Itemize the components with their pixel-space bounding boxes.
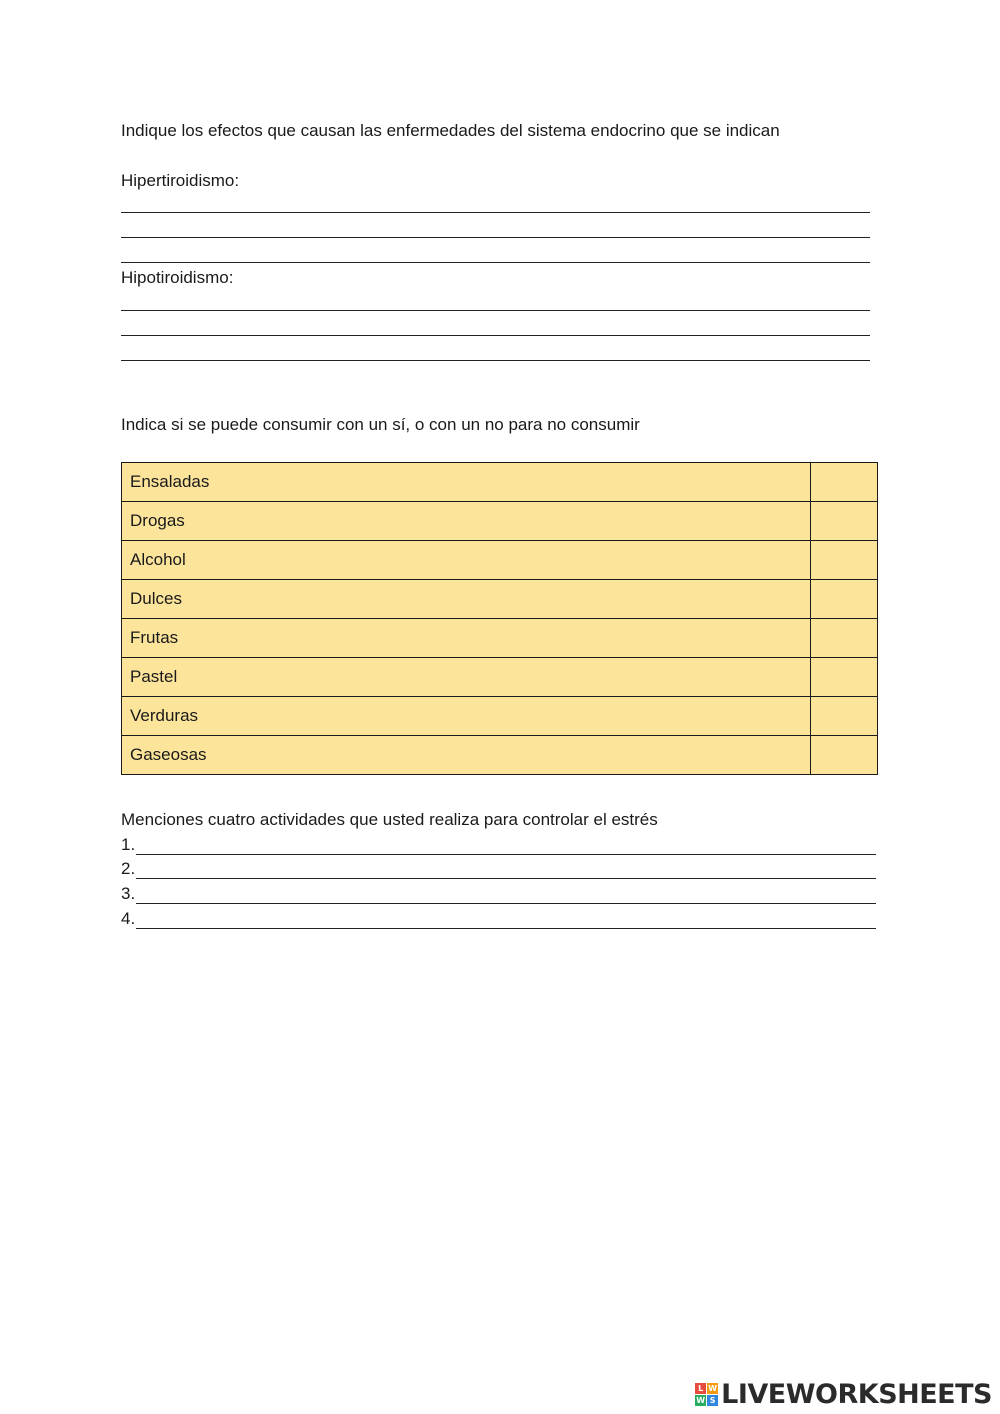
food-item-label: Ensaladas — [122, 463, 811, 502]
food-consumption-table — [121, 462, 878, 775]
activity-answer-blank[interactable] — [136, 912, 876, 929]
hipertiroidismo-label: Hipertiroidismo: — [121, 171, 240, 190]
table-row — [122, 619, 878, 658]
answer-cell[interactable] — [811, 541, 878, 580]
food-item-label: Pastel — [122, 658, 811, 697]
activity-line-2 — [121, 859, 876, 879]
table-row — [122, 697, 878, 736]
hipertiroidismo-answer-line-3[interactable] — [121, 262, 870, 263]
table-row — [122, 658, 878, 697]
hipertiroidismo-answer-line-2[interactable] — [121, 237, 870, 238]
answer-cell[interactable] — [811, 463, 878, 502]
food-item-label: Dulces — [122, 580, 811, 619]
food-item-label: Verduras — [122, 697, 811, 736]
activity-number: 3. — [121, 884, 136, 903]
activities-prompt: Menciones cuatro actividades que usted realiza para controlar el estrés — [121, 810, 658, 829]
answer-cell[interactable] — [811, 619, 878, 658]
logo-tile: L — [695, 1383, 706, 1394]
activity-number: 1. — [121, 835, 136, 854]
activity-number: 4. — [121, 909, 136, 928]
activity-answer-blank[interactable] — [136, 862, 876, 879]
table-row — [122, 580, 878, 619]
answer-cell[interactable] — [811, 697, 878, 736]
table-row — [122, 736, 878, 775]
hipertiroidismo-answer-line-1[interactable] — [121, 212, 870, 213]
liveworksheets-logo — [695, 1379, 992, 1410]
answer-cell[interactable] — [811, 658, 878, 697]
table-instruction: Indica si se puede consumir con un sí, o con un no para no consumir — [121, 415, 640, 434]
activity-answer-blank[interactable] — [136, 887, 876, 904]
table-row — [122, 463, 878, 502]
activity-answer-blank[interactable] — [136, 838, 876, 855]
activity-line-3 — [121, 884, 876, 904]
liveworksheets-logo-icon — [695, 1383, 718, 1406]
logo-tile: W — [708, 1384, 718, 1393]
activity-number: 2. — [121, 859, 136, 878]
intro-instruction: Indique los efectos que causan las enfermedades del sistema endocrino que se indican — [121, 121, 780, 140]
logo-tile: S — [707, 1395, 718, 1406]
answer-cell[interactable] — [811, 580, 878, 619]
answer-cell[interactable] — [811, 736, 878, 775]
activity-line-1 — [121, 835, 876, 855]
activity-line-4 — [121, 909, 876, 929]
food-item-label: Frutas — [122, 619, 811, 658]
hipotiroidismo-label: Hipotiroidismo: — [121, 268, 234, 287]
hipotiroidismo-answer-line-3[interactable] — [121, 360, 870, 361]
hipotiroidismo-answer-line-1[interactable] — [121, 310, 870, 311]
table-row — [122, 502, 878, 541]
logo-tile: W — [696, 1396, 706, 1405]
food-item-label: Alcohol — [122, 541, 811, 580]
table-row — [122, 541, 878, 580]
answer-cell[interactable] — [811, 502, 878, 541]
logo-wordmark: LIVEWORKSHEETS — [721, 1379, 992, 1410]
food-item-label: Gaseosas — [122, 736, 811, 775]
food-item-label: Drogas — [122, 502, 811, 541]
hipotiroidismo-answer-line-2[interactable] — [121, 335, 870, 336]
